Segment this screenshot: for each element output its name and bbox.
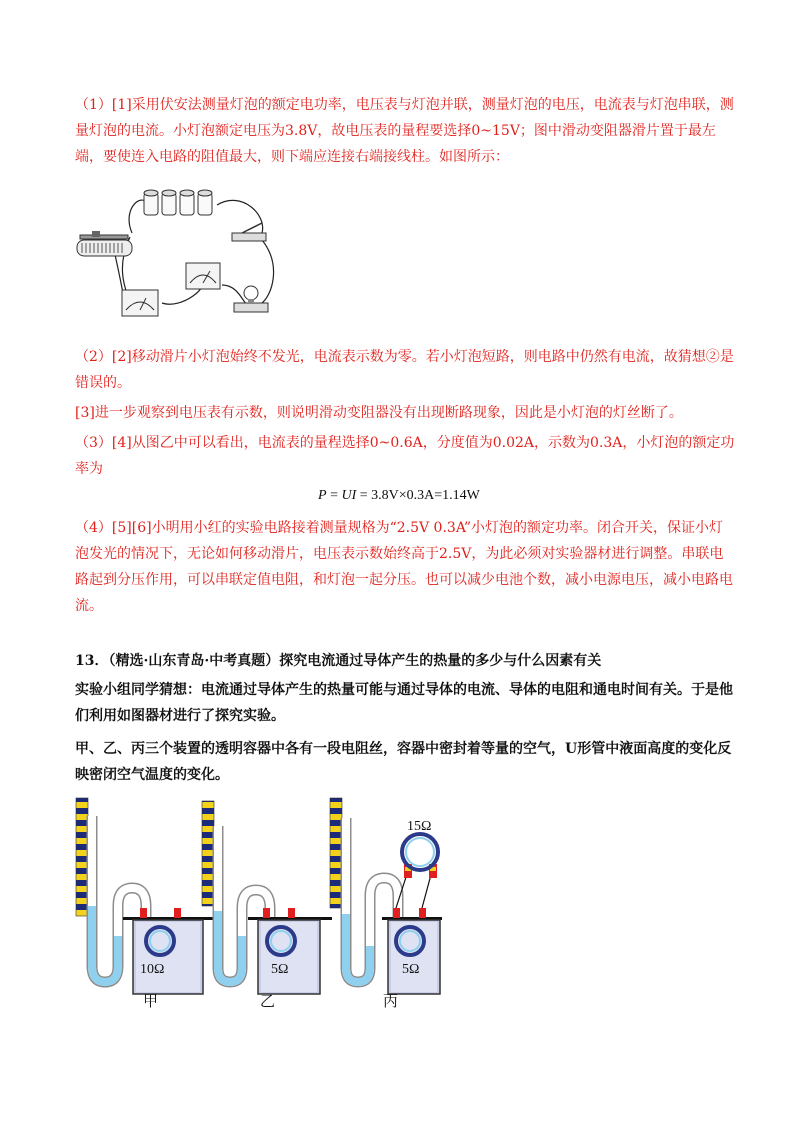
bulb	[234, 286, 268, 312]
switch	[232, 223, 266, 241]
bing-external-resistor-label: 15Ω	[407, 819, 432, 834]
apparatus-jia	[76, 798, 216, 1010]
jia-resistor-label: 10Ω	[140, 962, 165, 977]
power-formula: P = UI = 3.8V×0.3A=1.14W	[318, 488, 480, 503]
answer-part-2: （2）[2]移动滑片小灯泡始终不发光，电流表示数为零。若小灯泡短路，则电路中仍然有电流，故猜想②是错误的。	[75, 349, 734, 391]
question-13-hypothesis: 实验小组同学猜想：电流通过导体产生的热量可能与通过导体的电流、导体的电阻和通电时间有关。于是他们利用如图器材进行了探究实验。	[75, 682, 733, 724]
answer-part-3: （3）[4]从图乙中可以看出，电流表的量程选择0~0.6A，分度值为0.02A，示数为0.3A，小灯泡的额定功率为	[75, 435, 735, 477]
jia-label: 甲	[143, 994, 159, 1010]
question-13-setup: 甲、乙、丙三个装置的透明容器中各有一段电阻丝，容器中密封着等量的空气，U形管中液面高度的变化反映密闭空气温度的变化。	[75, 741, 732, 783]
question-13-title: 13．（精选·山东青岛·中考真题）探究电流通过导体产生的热量的多少与什么因素有关	[75, 653, 602, 669]
answer-part-4: （4）[5][6]小明用小红的实验电路接着测量规格为“2.5V 0.3A”小灯泡的额定功率。闭合开关，保证小灯泡发光的情况下，无论如何移动滑片，电压表示数始终高于2.5V，为此必须对实验器材进行调整。串联电路起到分压作用，可以串联定值电阻，和灯泡一起分压。也可以减少电池个数，减小电源电压，减小电路电流。	[75, 520, 733, 614]
answer-part-2b: [3]进一步观察到电压表有示数，则说明滑动变阻器没有出现断路现象，因此是小灯泡的灯丝断了。	[75, 405, 683, 421]
yi-resistor-label: 5Ω	[271, 962, 289, 977]
rheostat	[77, 231, 132, 256]
answer-part-1: （1）[1]采用伏安法测量灯泡的额定电功率，电压表与灯泡并联，测量灯泡的电压，电流表与灯泡串联，测量灯泡的电流。小灯泡额定电压为3.8V，故电压表的量程要选择0~15V；图中滑动变阻器滑片置于最左端，要使连入电路的阻值最大，则下端应连接右端接线柱。如图所示：	[75, 97, 734, 165]
ammeter	[122, 290, 158, 316]
bing-resistor-label: 5Ω	[402, 962, 420, 977]
bing-label: 丙	[383, 994, 399, 1010]
battery-pack	[144, 190, 212, 215]
circuit-diagram	[72, 185, 287, 320]
apparatus-yi	[202, 801, 332, 1010]
yi-label: 乙	[260, 994, 276, 1010]
apparatus-figure	[70, 796, 450, 1011]
voltmeter	[186, 263, 220, 289]
apparatus-bing	[330, 798, 442, 1010]
